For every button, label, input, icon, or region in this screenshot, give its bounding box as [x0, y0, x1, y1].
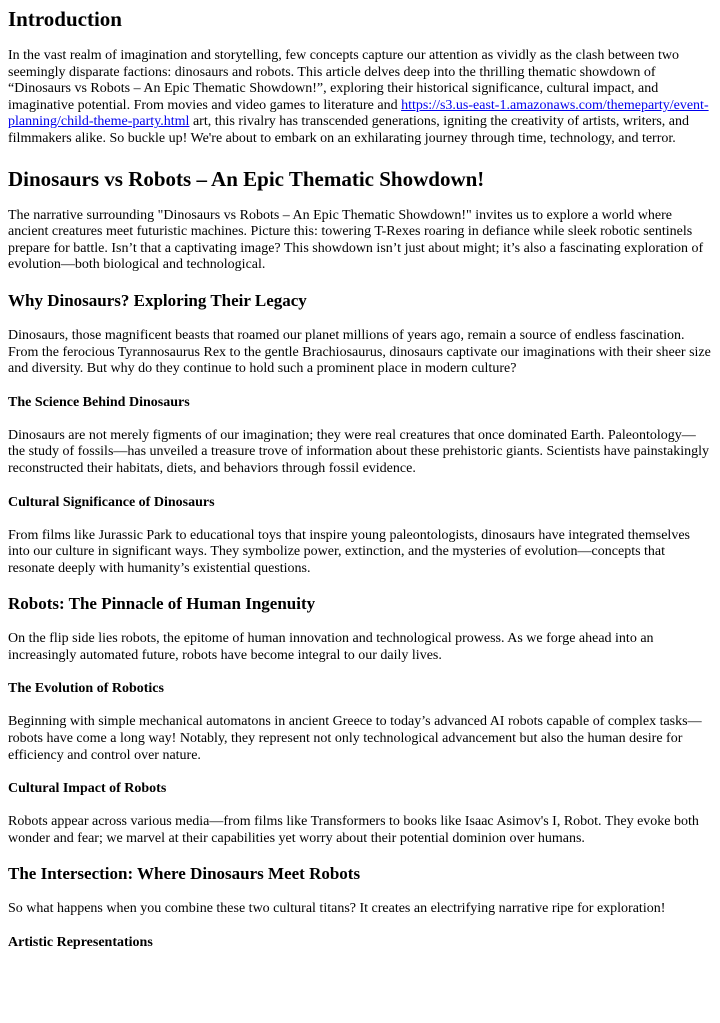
cultural-robots-paragraph: Robots appear across various media—from films like Transformers to books like Isaac Asimov's I, Robot. They evoke both wonder and fear; we marvel at their capabilities yet worry about their potential dominion over humans.	[8, 814, 699, 846]
intro-heading: Introduction	[8, 7, 122, 31]
cultural-dinosaurs-paragraph: From films like Jurassic Park to educational toys that inspire young paleontologists, dinosaurs have integrated themselves into our culture in significant ways. They symbolize power, extinction, and the mysteries of evolution—concepts that resonate deeply with humanity’s existential questions.	[8, 527, 690, 576]
intro-paragraph	[8, 48, 712, 148]
evolution-robotics-heading: The Evolution of Robotics	[8, 681, 164, 697]
evolution-robotics-paragraph: Beginning with simple mechanical automatons in ancient Greece to today’s advanced AI robots capable of complex tasks—robots have come a long way! Notably, they represent not only technological advancement but also the human desire for efficiency and control over nature.	[8, 714, 702, 763]
intro-text-after-link: art, this rivalry has transcended generations, igniting the creativity of artists, writers, and filmmakers alike. So buckle up! We're about to embark on an exhilarating journey through time, technology, and terror.	[8, 114, 690, 146]
intersection-heading: The Intersection: Where Dinosaurs Meet Robots	[8, 864, 361, 884]
cultural-dinosaurs-heading: Cultural Significance of Dinosaurs	[8, 494, 215, 510]
cultural-robots-heading: Cultural Impact of Robots	[8, 781, 167, 797]
artistic-heading: Artistic Representations	[8, 935, 153, 951]
science-heading: The Science Behind Dinosaurs	[8, 394, 190, 410]
intro-text-before-link: In the vast realm of imagination and storytelling, few concepts capture our attention as vividly as the clash between two seemingly disparate factions: dinosaurs and robots. This article delves deep into the thrilling thematic showdown of “Dinosaurs vs Robots – An Epic Thematic Showdown!”, exploring their historical significance, cultural impact, and imaginative potential. From movies and video games to literature and	[8, 48, 680, 113]
robots-heading: Robots: The Pinnacle of Human Ingenuity	[8, 594, 316, 614]
intersection-paragraph: So what happens when you combine these two cultural titans? It creates an electrifying narrative ripe for exploration!	[8, 901, 666, 917]
science-paragraph: Dinosaurs are not merely figments of our imagination; they were real creatures that once dominated Earth. Paleontology—the study of fossils—has unveiled a treasure trove of information about these prehistoric giants. Scientists have painstakingly reconstructed their habitats, diets, and behaviors through fossil evidence.	[8, 427, 710, 476]
why-dinosaurs-heading: Why Dinosaurs? Exploring Their Legacy	[8, 290, 307, 310]
article	[0, 6, 720, 952]
why-dinosaurs-paragraph: Dinosaurs, those magnificent beasts that roamed our planet millions of years ago, remain a source of endless fascination. From the ferocious Tyrannosaurus Rex to the gentle Brachiosaurus, dinosaurs captivate our imaginations with their sheer size and diversity. But why do they continue to hold such a prominent place in modern culture?	[8, 327, 711, 377]
theme-party-link[interactable]: https://s3.us-east-1.amazonaws.com/themeparty/event-planning/child-theme-party.html	[8, 97, 709, 130]
showdown-heading: Dinosaurs vs Robots – An Epic Thematic Showdown!	[8, 166, 485, 191]
showdown-paragraph: The narrative surrounding "Dinosaurs vs Robots – An Epic Thematic Showdown!" invites us to explore a world where ancient creatures meet futuristic machines. Picture this: towering T-Rexes roaring in defiance while sleek robotic sentinels prepare for battle. Isn’t that a captivating image? This showdown isn’t just about might; it’s also a fascinating exploration of evolution—both biological and technological.	[8, 207, 704, 273]
robots-paragraph: On the flip side lies robots, the epitome of human innovation and technological prowess. As we forge ahead into an increasingly automated future, robots have become integral to our daily lives.	[8, 631, 654, 663]
